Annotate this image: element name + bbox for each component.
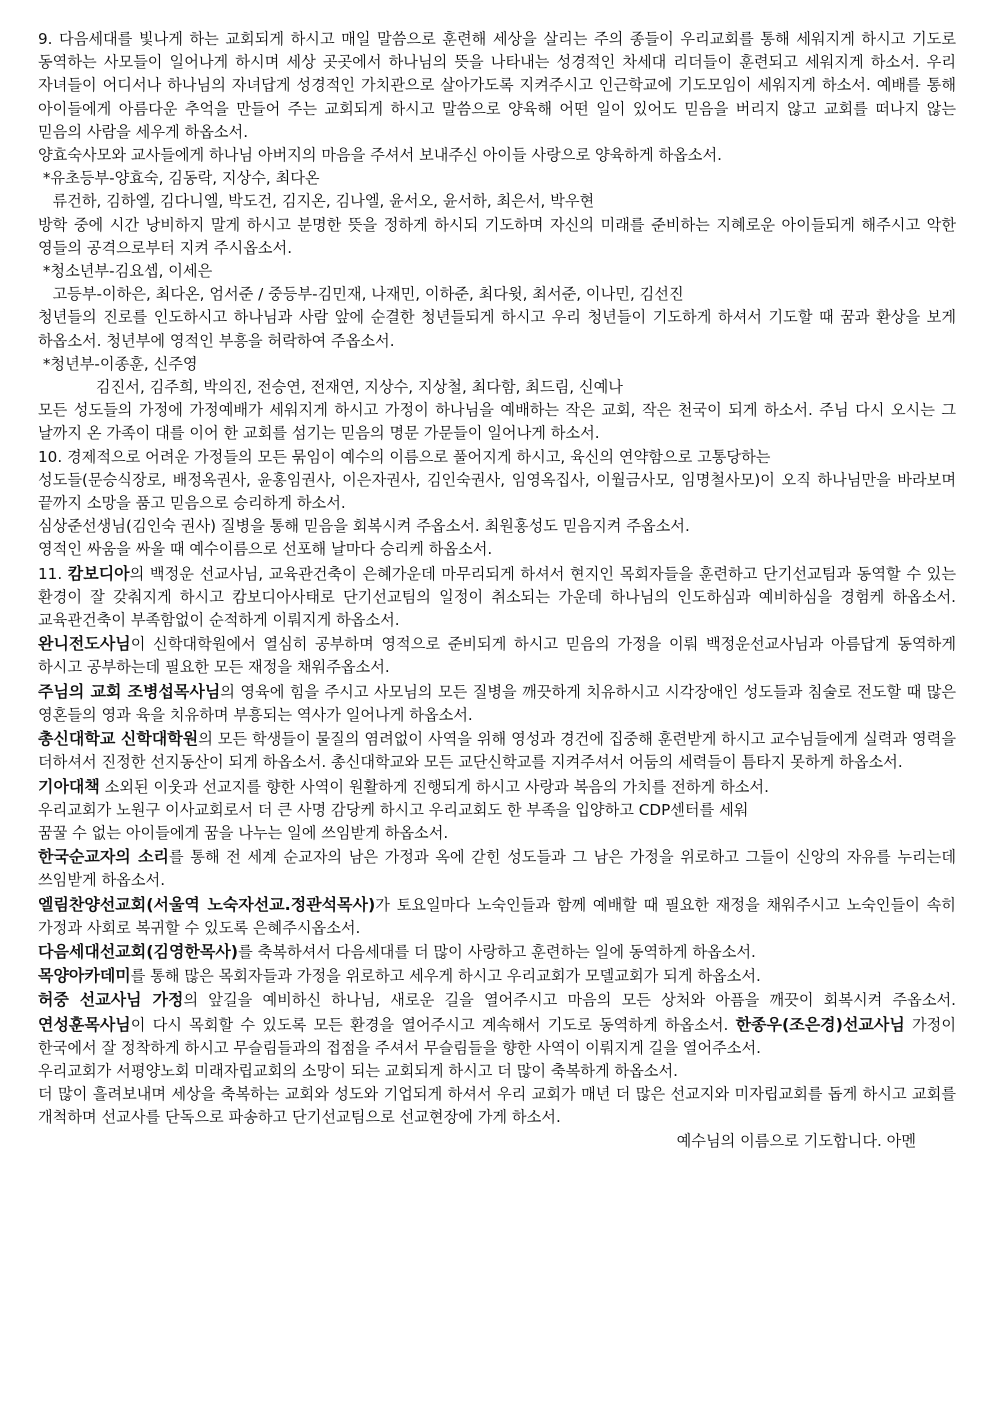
kiacs-line-2: 우리교회가 노원구 이사교회로서 더 큰 사명 감당케 하시고 우리교회도 한 부족을 입양하고 CDP센터를 세워 <box>38 800 749 819</box>
family-prayer: 모든 성도들의 가정에 가정예배가 세워지게 하시고 가정이 하나님을 예배하는 작은 교회, 작은 천국이 되게 하소서. 주님 다시 오시는 그 날까지 온 가족이 대를 이어 한 교회를 섬기는 믿음의 명문 가문들이 일어나게 하소서. <box>38 401 956 443</box>
prayer-item-9: 9. 다음세대를 빛나게 하는 교회되게 하시고 매일 말씀으로 훈련해 세상을 살리는 주의 종들이 우리교회를 통해 세워지게 하시고 기도로 동역하는 사모들이 일어나게 하시며 세상 곳곳에서 하나님의 뜻을 나타내는 성경적인 차세대 리더들이 훈련되고 세워지게 하소서. 우리 자녀들이 어디서나 하나님의 자녀답게 성경적인 가치관으로 살아가도록 지켜주시고 인근학교에 기도모임이 세워지게 하소서. 예배를 통해 아이들에게 아름다운 추억을 만들어 주는 교회되게 하시고 말씀으로 양육해 어떤 일이 있어도 믿음을 버리지 않고 교회를 떠나지 않는 믿음의 사람을 세우게 하옵소서. <box>38 30 956 141</box>
young-adult-members: 김진서, 김주희, 박의진, 전승연, 전재연, 지상수, 지상철, 최다함, 최드림, 신예나 <box>38 378 623 397</box>
chongshin-prayer: 총신대학교 신학대학원의 모든 학생들이 물질의 염려없이 사역을 위해 영성과 경건에 집중해 훈련받게 하시고 교수님들에게 실력과 영력을 더하셔서 진정한 선지동산이 되게 하옵소서. 총신대학교와 모든 교단신학교를 지켜주셔서 어둠의 세력들이 틈타지 못하게 하옵소서. <box>38 729 956 772</box>
vacation-prayer: 방학 중에 시간 낭비하지 말게 하시고 분명한 뜻을 정하게 하시되 기도하며 자신의 미래를 준비하는 지혜로운 아이들되게 해주시고 악한 영들의 공격으로부터 지켜 주시옵소서. <box>38 215 956 257</box>
missionaries-prayer: 허중 선교사님 가정의 앞길을 예비하신 하나님, 새로운 길을 열어주시고 마음의 모든 상처와 아픔을 깨끗이 회복시켜 주옵소서. 연성훈목사님이 다시 목회할 수 있도록 모든 환경을 열어주시고 계속해서 기도로 동역하게 하옵소서. 한종우(조은경)선교사님 가정이 한국에서 잘 정착하게 하시고 무슬림들과의 접점을 주셔서 무슬림들을 향한 사역이 이뤄지게 길을 열어주소서. <box>38 990 957 1057</box>
kiacs-line-3: 꿈꿀 수 없는 아이들에게 꿈을 나누는 일에 쓰임받게 하옵소서. <box>38 823 449 842</box>
mission-prayer: 더 많이 흘려보내며 세상을 축복하는 교회와 성도와 기업되게 하셔서 우리 교회가 매년 더 많은 선교지와 미자립교회를 돕게 하시고 교회를 개척하며 선교사를 단독으로 파송하고 단기선교팀으로 선교현장에 가게 하소서. <box>38 1085 956 1127</box>
yeon-heading: 연성훈목사님 <box>38 1014 131 1034</box>
wanni-prayer: 완니전도사님이 신학대학원에서 열심히 공부하며 영적으로 준비되게 하시고 믿음의 가정을 이뤄 백정운선교사님과 아름답게 동역하게 하시고 공부하는데 필요한 모든 재정을 채워주옵소서. <box>38 634 956 677</box>
kids-dept-members: 류건하, 김하엘, 김다니엘, 박도건, 김지온, 김나엘, 윤서오, 윤서하, 최은서, 박우현 <box>38 192 595 211</box>
youth-dept-members: 고등부-이하은, 최다온, 엄서준 / 중등부-김민재, 나재민, 이하준, 최다윗, 최서준, 이나민, 김선진 <box>38 285 684 304</box>
heo-heading: 허중 선교사님 가정 <box>38 990 184 1010</box>
shepherd-heading: 목양아카데미 <box>38 966 131 986</box>
teachers-prayer: 양효숙사모와 교사들에게 하나님 아버지의 마음을 주셔서 보내주신 아이들 사랑으로 양육하게 하옵소서. <box>38 146 722 165</box>
cho-heading: 주님의 교회 조병섭목사님 <box>38 681 221 701</box>
seopyeong-prayer: 우리교회가 서평양노회 미래자립교회의 소망이 되는 교회되게 하시고 더 많이 축복하게 하옵소서. <box>38 1061 678 1080</box>
closing-line: 예수님의 이름으로 기도합니다. 아멘 <box>676 1131 916 1150</box>
youth-dept-leaders: *청소년부-김요셉, 이세은 <box>38 262 213 281</box>
martyr-prayer: 한국순교자의 소리를 통해 전 세계 순교자의 남은 가정과 옥에 갇힌 성도들과 그 남은 가정을 위로하고 그들이 신앙의 자유를 누리는데 쓰임받게 하옵소서. <box>38 847 957 890</box>
victory-prayer: 영적인 싸움을 싸울 때 예수이름으로 선포해 날마다 승리케 하옵소서. <box>38 540 493 559</box>
kiacs-prayer: 기아대책 소외된 이웃과 선교지를 향한 사역이 원활하게 진행되게 하시고 사랑과 복음의 가치를 전하게 하소서. <box>38 776 769 796</box>
shepherd-prayer: 목양아카데미를 통해 많은 목회자들과 가정을 위로하고 세우게 하시고 우리교회가 모델교회가 되게 하옵소서. <box>38 966 761 986</box>
cho-prayer: 주님의 교회 조병섭목사님의 영육에 힘을 주시고 사모님의 모든 질병을 깨끗하게 치유하시고 시각장애인 성도들과 침술로 전도할 때 많은 영혼들의 영과 육을 치유하며 부흥되는 역사가 일어나게 하옵소서. <box>38 681 956 724</box>
wanni-heading: 완니전도사님 <box>38 634 131 654</box>
sick-members-prayer: 성도들(문승식장로, 배정옥권사, 윤홍임권사, 이은자권사, 김인숙권사, 임영옥집사, 이월금사모, 임명철사모)이 오직 하나님만을 바라보며 끝까지 소망을 품고 믿음으로 승리하게 하소서. <box>38 470 956 513</box>
youth-prayer: 청년들의 진로를 인도하시고 하나님과 사람 앞에 순결한 청년들되게 하시고 우리 청년들이 기도하게 하셔서 기도할 때 꿈과 환상을 보게 하옵소서. 청년부에 영적인 부흥을 허락하여 주옵소서. <box>38 308 956 350</box>
kiacs-heading: 기아대책 <box>38 776 100 796</box>
elim-heading: 엘림찬양선교회(서울역 노숙자선교.정관석목사) <box>38 894 376 914</box>
elim-prayer: 엘림찬양선교회(서울역 노숙자선교.정관석목사)가 토요일마다 노숙인들과 함께 예배할 때 필요한 재정을 채워주시고 노숙인들이 속히 가정과 사회로 복귀할 수 있도록 은혜주시옵소서. <box>38 894 956 937</box>
chongshin-heading: 총신대학교 신학대학원 <box>38 729 199 749</box>
healing-prayer: 심상준선생님(김인숙 권사) 질병을 통해 믿음을 회복시켜 주옵소서. 최원홍성도 믿음지켜 주옵소서. <box>38 517 690 536</box>
cambodia-heading: 캄보디아 <box>67 563 130 583</box>
kids-dept-leaders: *유초등부-양효숙, 김동락, 지상수, 최다온 <box>38 169 320 188</box>
nextgen-prayer: 다음세대선교회(김영한목사)를 축복하셔서 다음세대를 더 많이 사랑하고 훈련하는 일에 동역하게 하옵소서. <box>38 941 756 961</box>
martyr-heading: 한국순교자의 소리 <box>38 847 169 867</box>
prayer-item-11: 11. 캄보디아의 백정운 선교사님, 교육관건축이 은혜가운데 마무리되게 하셔서 현지인 목회자들을 훈련하고 단기선교팀과 동역할 수 있는 환경이 잘 갖춰지게 하시고 캄보디아사태로 단기선교팀의 일정이 취소되는 가운데 하나님의 인도하심과 예비하심을 경험케 하옵소서. 교육관건축이 부족함없이 순적하게 이뤄지게 하옵소서. <box>38 563 956 630</box>
han-heading: 한종우(조은경)선교사님 <box>735 1014 905 1034</box>
young-adult-leaders: *청년부-이종훈, 신주영 <box>38 354 198 373</box>
nextgen-heading: 다음세대선교회(김영한목사) <box>38 941 239 961</box>
prayer-item-10: 10. 경제적으로 어려운 가정들의 모든 묶임이 예수의 이름으로 풀어지게 하시고, 육신의 연약함으로 고통당하는 <box>38 447 771 466</box>
